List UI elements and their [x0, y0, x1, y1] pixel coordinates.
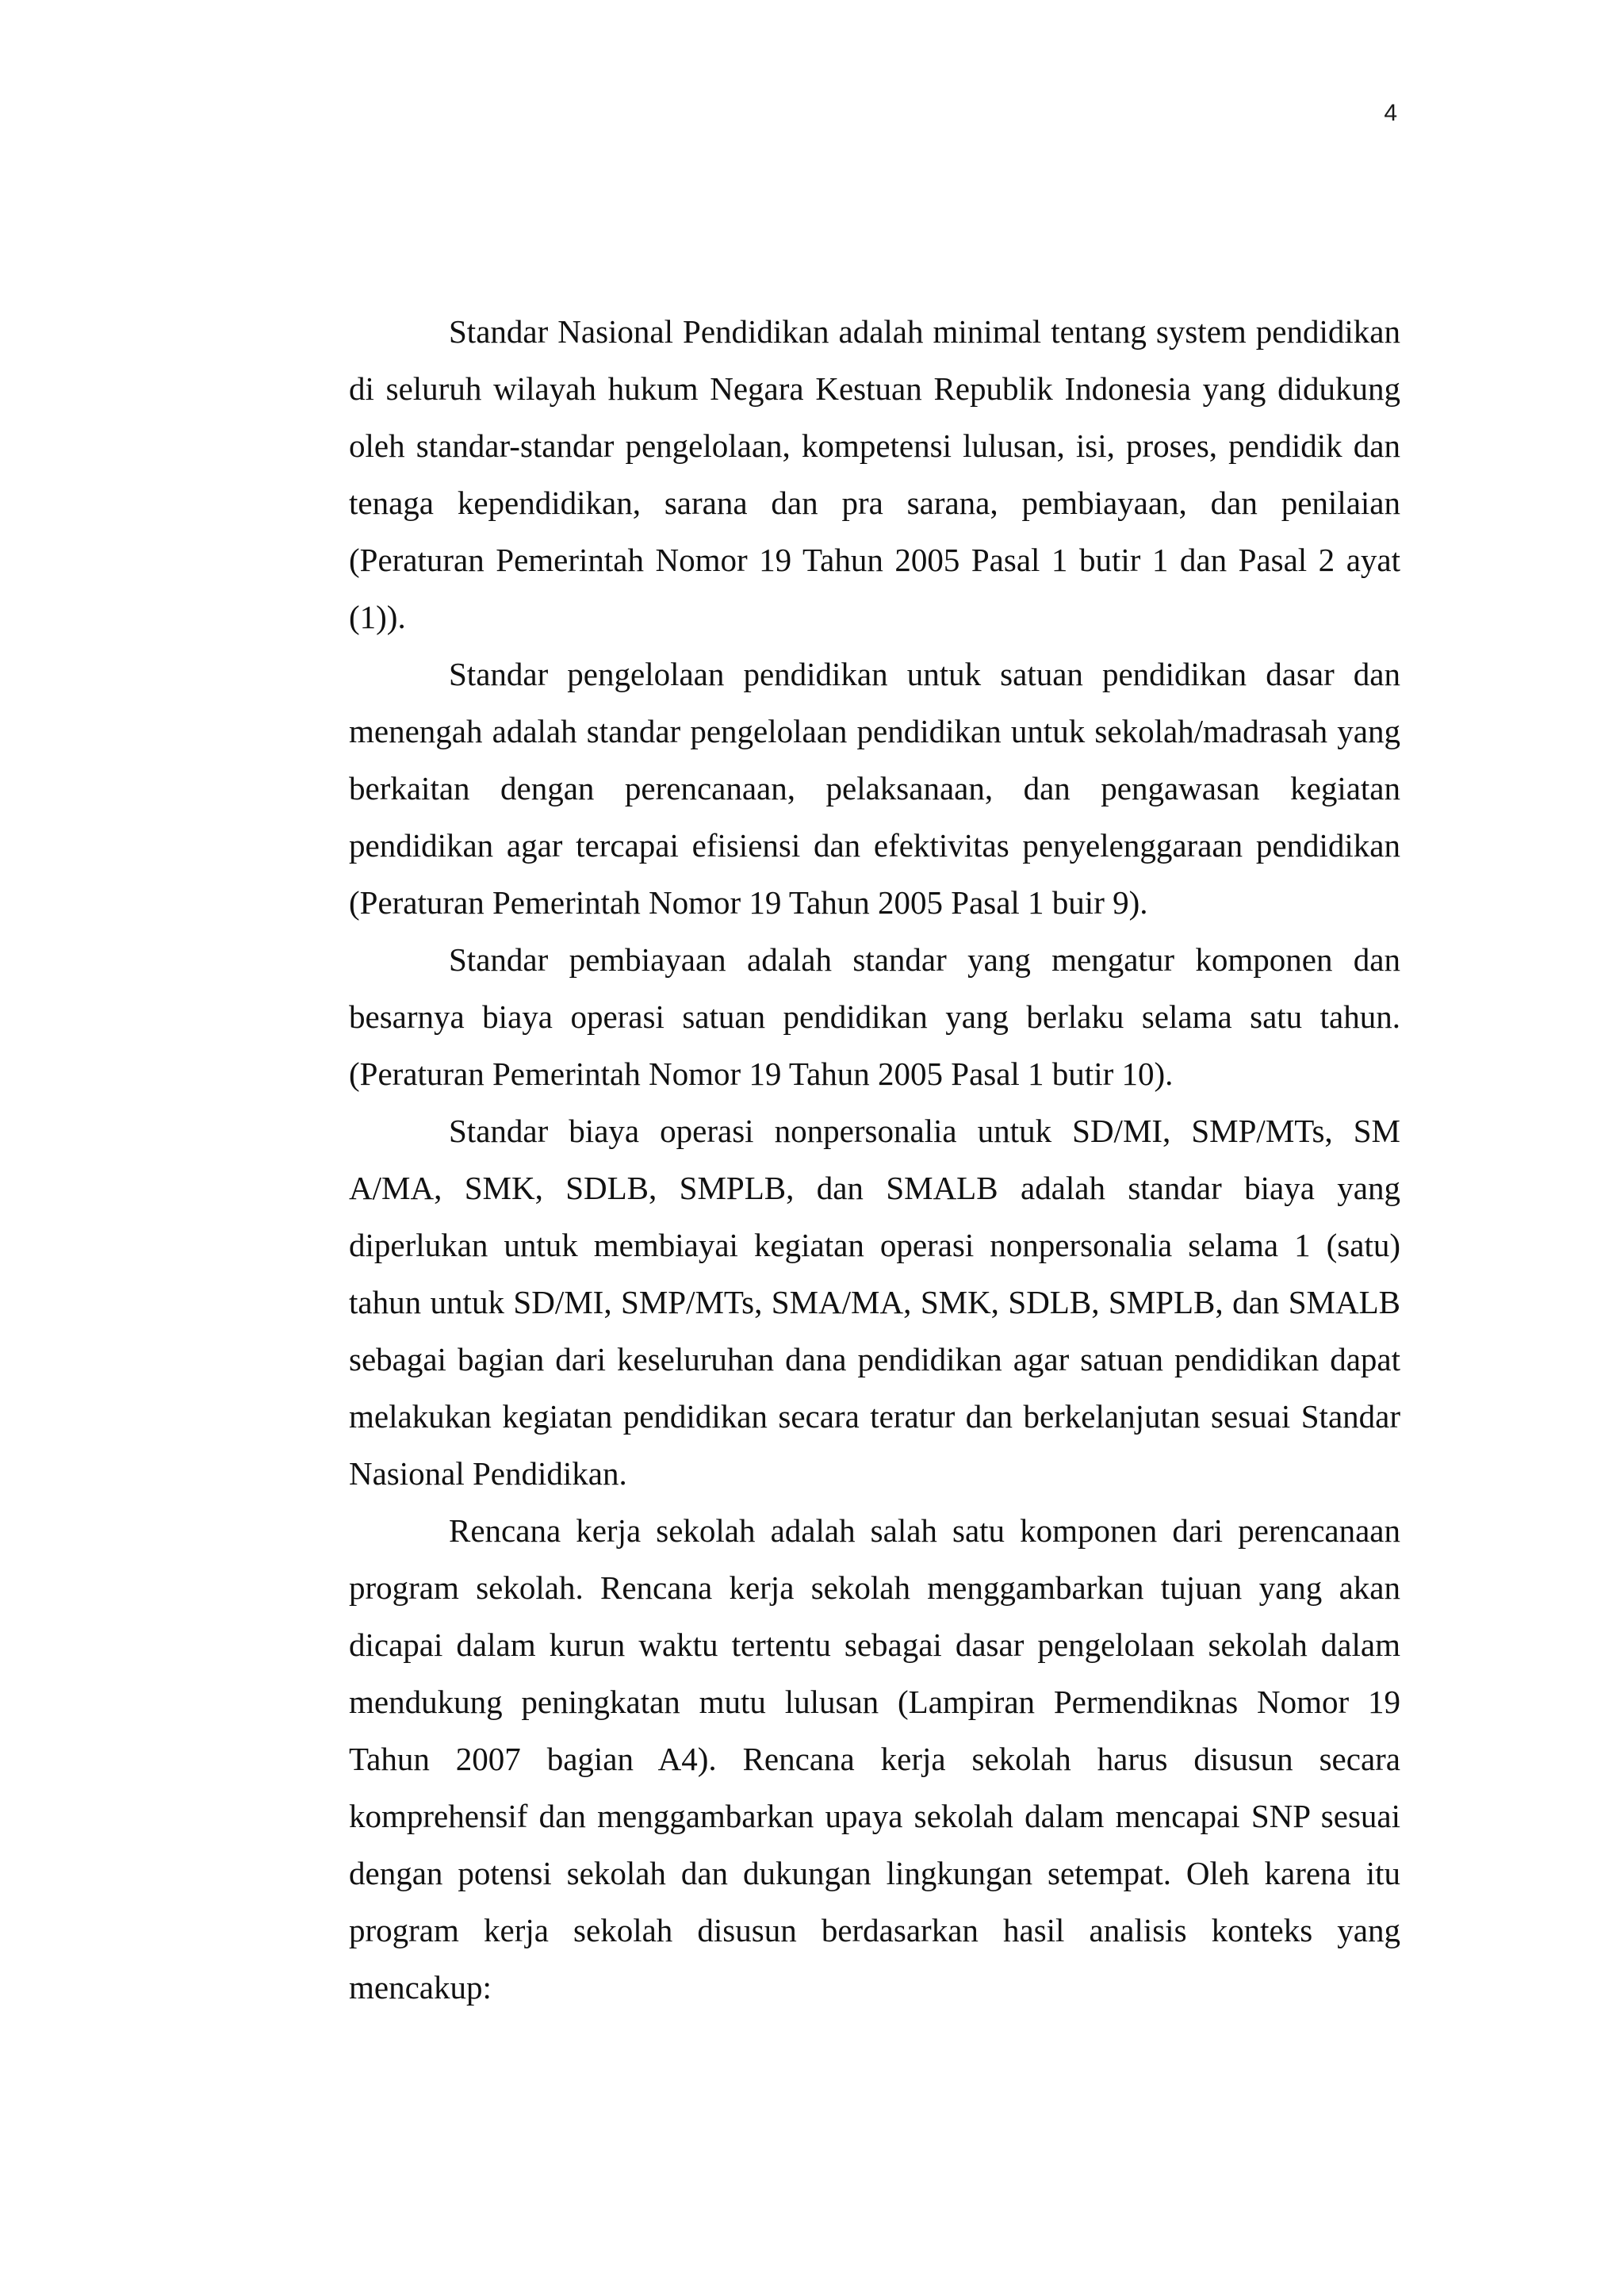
- paragraph-rencana-kerja: Rencana kerja sekolah adalah salah satu komponen dari perencanaan program sekolah. Rencana kerja sekolah menggambarkan tujuan yang akan dicapai dalam kurun waktu tertentu sebagai dasar pengelolaan sekolah dalam mendukung peningkatan mutu lulusan (Lampiran Permendiknas Nomor 19 Tahun 2007 bagian A4). Rencana kerja sekolah harus disusun secara komprehensif dan menggambarkan upaya sekolah dalam mencapai SNP sesuai dengan potensi sekolah dan dukungan lingkungan setempat. Oleh karena itu program kerja sekolah disusun berdasarkan hasil analisis konteks yang mencakup:: [349, 1512, 1400, 2006]
- paragraph-standar-biaya-operasi: Standar biaya operasi nonpersonalia untuk SD/MI, SMP/MTs, SM A/MA, SMK, SDLB, SMPLB, dan SMALB adalah standar biaya yang diperlukan untuk membiayai kegiatan operasi nonpersonalia selama 1 (satu) tahun untuk SD/MI, SMP/MTs, SMA/MA, SMK, SDLB, SMPLB, dan SMALB sebagai bagian dari keseluruhan dana pendidikan agar satuan pendidikan dapat melakukan kegiatan pendidikan secara teratur dan berkelanjutan sesuai Standar Nasional Pendidikan.: [349, 1113, 1400, 1492]
- document-body: [349, 303, 1400, 2016]
- page-number: 4: [1384, 100, 1397, 126]
- paragraph-standar-nasional: Standar Nasional Pendidikan adalah minimal tentang system pendidikan di seluruh wilayah hukum Negara Kestuan Republik Indonesia yang didukung oleh standar-standar pengelolaan, kompetensi lulusan, isi, proses, pendidik dan tenaga kependidikan, sarana dan pra sarana, pembiayaan, dan penilaian (Peraturan Pemerintah Nomor 19 Tahun 2005 Pasal 1 butir 1 dan Pasal 2 ayat (1)).: [349, 313, 1400, 635]
- paragraph-standar-pengelolaan: Standar pengelolaan pendidikan untuk satuan pendidikan dasar dan menengah adalah standar pengelolaan pendidikan untuk sekolah/madrasah yang berkaitan dengan perencanaan, pelaksanaan, dan pengawasan kegiatan pendidikan agar tercapai efisiensi dan efektivitas penyelenggaraan pendidikan (Peraturan Pemerintah Nomor 19 Tahun 2005 Pasal 1 buir 9).: [349, 656, 1400, 921]
- paragraph-standar-pembiayaan: Standar pembiayaan adalah standar yang mengatur komponen dan besarnya biaya operasi satuan pendidikan yang berlaku selama satu tahun. (Peraturan Pemerintah Nomor 19 Tahun 2005 Pasal 1 butir 10).: [349, 941, 1400, 1092]
